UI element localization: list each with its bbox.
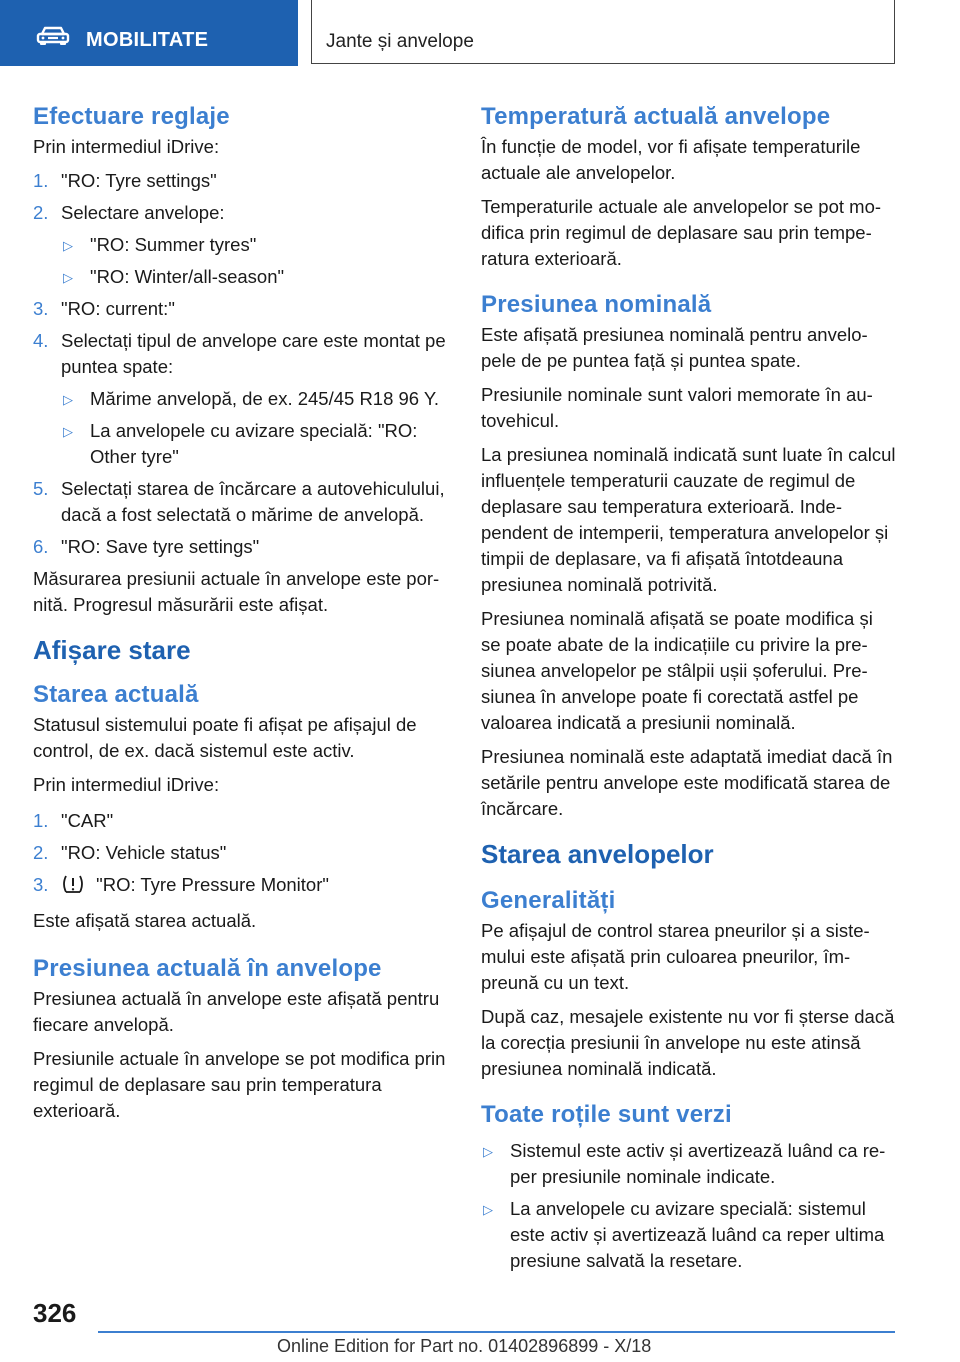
item-text: Sistemul este activ și avertizează luând ca reper presiunile nominale indicate. — [510, 1140, 886, 1187]
step-text: "RO: Tyre settings" — [61, 170, 217, 191]
steps-list — [33, 168, 448, 560]
item-text: "RO: Winter/all-season" — [90, 266, 285, 287]
triangle-bullet-icon: ▷ — [483, 1144, 493, 1159]
paragraph: În funcție de model, vor fi afișate temperaturile actuale ale anvelopelor. — [481, 136, 861, 183]
paragraph: Presiunile nominale sunt valori memorate în autovehicul. — [481, 384, 873, 431]
step-number: 3. — [33, 298, 49, 319]
section-tab — [0, 0, 298, 66]
heading-generalitati: Generalități — [481, 887, 616, 914]
item-text: "RO: Summer tyres" — [90, 234, 257, 255]
triangle-bullet-icon: ▷ — [63, 270, 73, 285]
step-text: "CAR" — [61, 810, 114, 831]
triangle-bullet-icon: ▷ — [63, 238, 73, 253]
step-text: "RO: Save tyre settings" — [61, 536, 260, 557]
paragraph: După caz, mesajele existente nu vor fi șterse dacă la corecția presiunii în anvelope nu este atinsă presiunea nominală indicată. — [481, 1006, 895, 1079]
step-number: 4. — [33, 330, 49, 351]
list-item — [33, 328, 448, 470]
triangle-bullet-icon: ▷ — [63, 392, 73, 407]
heading-presiunea-nominala: Presiunea nominală — [481, 291, 712, 318]
item-text: La anvelopele cu avizare specială: "RO: Other tyre" — [90, 420, 418, 467]
heading-starea-actuala: Starea actuală — [33, 681, 199, 708]
list-item — [33, 872, 448, 902]
step-text: "RO: Tyre Pressure Monitor" — [96, 874, 329, 895]
paragraph: Statusul sistemului poate fi afișat pe afișajul de control, de ex. dacă sistemul este activ. — [33, 714, 417, 761]
step-number: 6. — [33, 536, 49, 557]
list-item — [61, 386, 448, 412]
step-number: 5. — [33, 478, 49, 499]
paragraph: Presiunea nominală afișată se poate modifica și se poate abate de la indicațiile cu privire la presiunea anvelopelor pe stâlpii ușii șoferului. Presiunea în anvelope poate fi corectată astfel pe valoarea indicată a presiunii nominală. — [481, 608, 873, 733]
list-item — [33, 534, 448, 560]
paragraph: Presiunile actuale în anvelope se pot modifica prin regimul de deplasare sau prin temperatura exterioară. — [33, 1048, 446, 1121]
step-number: 2. — [33, 842, 49, 863]
step-number: 1. — [33, 170, 49, 191]
heading-efectuare-reglaje: Efectuare reglaje — [33, 103, 230, 130]
list-item — [33, 296, 448, 322]
list-item — [33, 840, 448, 866]
right-column — [481, 100, 896, 1280]
paragraph: Prin intermediul iDrive: — [33, 136, 220, 157]
step-text: Selectare anvelope: — [61, 202, 225, 223]
edition-note: Online Edition for Part no. 01402896899 - X/18 — [277, 1336, 652, 1356]
page-number: 326 — [33, 1298, 77, 1328]
list-item — [33, 476, 448, 528]
car-icon — [36, 26, 70, 51]
step-text: "RO: current:" — [61, 298, 175, 319]
heading-toate-rotile-verzi: Toate roțile sunt verzi — [481, 1101, 732, 1128]
paragraph: La presiunea nominală indicată sunt luate în calcul influențele temperaturii cauzate de regimul de deplasare sau temperatura exterioară. Independent de intemperii, temperatura anvelopelor și timpii de deplasare, va fi afișată întotdeauna presiunea nominală potrivită. — [481, 444, 896, 595]
bullet-list — [481, 1138, 896, 1274]
paragraph: Este afișată presiunea nominală pentru anvelopele de pe puntea față și puntea spate. — [481, 324, 868, 371]
item-text: La anvelopele cu avizare specială: sistemul este activ și avertizează luând ca reper ultima presiune salvată la resetare. — [510, 1198, 885, 1271]
paragraph: Măsurarea presiunii actuale în anvelope este pornită. Progresul măsurării este afișat. — [33, 568, 440, 615]
paragraph: Pe afișajul de control starea pneurilor și a sistemului este afișată prin culoarea pneurilor, împreună cu un text. — [481, 920, 870, 993]
heading-presiunea-actuala: Presiunea actuală în anvelope — [33, 955, 382, 982]
left-column — [33, 100, 448, 1132]
heading-temperatura-actuala: Temperatură actuală anvelope — [481, 103, 831, 130]
paragraph: Presiunea nominală este adaptată imediat dacă în setările pentru anvelope este modificată starea de încărcare. — [481, 746, 893, 819]
sub-list — [61, 386, 448, 470]
chapter-title: Jante și anvelope — [326, 31, 474, 52]
list-item — [61, 264, 448, 290]
page-header — [0, 0, 960, 66]
step-number: 1. — [33, 810, 49, 831]
list-item — [481, 1196, 896, 1274]
list-item — [33, 200, 448, 290]
list-item — [481, 1138, 896, 1190]
step-number: 3. — [33, 874, 49, 895]
heading-afisare-stare: Afișare stare — [33, 635, 191, 665]
list-item — [33, 168, 448, 194]
heading-starea-anvelopelor: Starea anvelopelor — [481, 839, 714, 869]
sub-list — [61, 232, 448, 290]
list-item — [33, 808, 448, 834]
paragraph: Prin intermediul iDrive: — [33, 774, 220, 795]
list-item — [61, 232, 448, 258]
step-number: 2. — [33, 202, 49, 223]
step-text: Selectați starea de încărcare a autovehiculului, dacă a fost selectată o mărime de anvelopă. — [61, 478, 445, 525]
list-item — [61, 418, 448, 470]
step-text: "RO: Vehicle status" — [61, 842, 227, 863]
item-text: Mărime anvelopă, de ex. 245/45 R18 96 Y. — [90, 388, 439, 409]
footer-divider — [98, 1331, 895, 1333]
steps-list — [33, 808, 448, 902]
chapter-tab — [311, 0, 895, 64]
paragraph: Este afișată starea actuală. — [33, 910, 257, 931]
section-title: MOBILITATE — [86, 29, 209, 51]
triangle-bullet-icon: ▷ — [63, 424, 73, 439]
step-text: Selectați tipul de anvelope care este montat pe puntea spate: — [61, 330, 446, 377]
tyre-warning-icon — [61, 873, 85, 902]
paragraph: Temperaturile actuale ale anvelopelor se pot modifica prin regimul de deplasare sau prin temperatura exterioară. — [481, 196, 882, 269]
triangle-bullet-icon: ▷ — [483, 1202, 493, 1217]
paragraph: Presiunea actuală în anvelope este afișată pentru fiecare anvelopă. — [33, 988, 440, 1035]
